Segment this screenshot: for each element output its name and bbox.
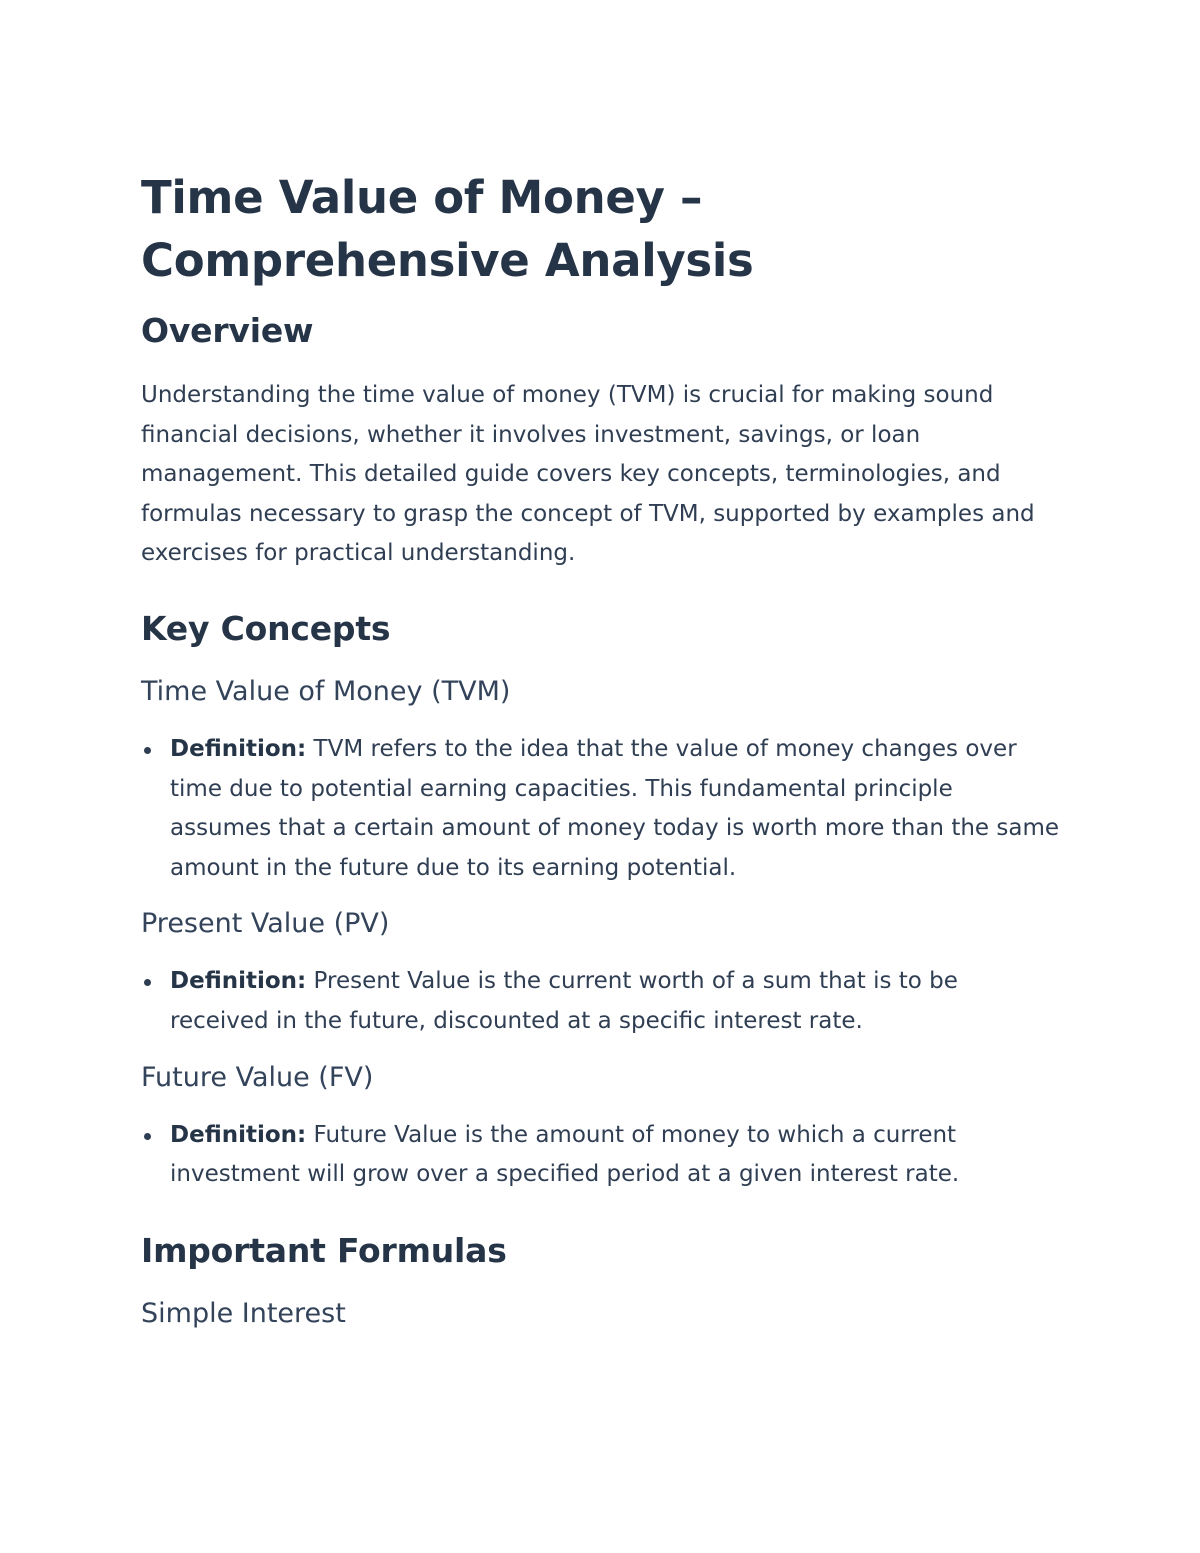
- bullet-icon: [144, 979, 151, 986]
- list-item: [170, 962, 1061, 1041]
- definition-label: Definition:: [170, 735, 307, 762]
- list-item: [170, 730, 1061, 888]
- definition-text: Present Value is the current worth of a sum that is to be received in the future, discounted at a specific interest rate.: [170, 968, 958, 1034]
- tvm-heading: Time Value of Money (TVM): [141, 675, 511, 707]
- key-concepts-heading: Key Concepts: [141, 608, 391, 648]
- formulas-heading: Important Formulas: [141, 1230, 507, 1270]
- tvm-list: [141, 730, 1061, 888]
- simple-interest-heading: Simple Interest: [141, 1297, 346, 1329]
- definition-text: Future Value is the amount of money to which a current investment will grow over a specified period at a given interest rate.: [170, 1121, 960, 1188]
- page-title: Time Value of Money – Comprehensive Analysis: [141, 171, 754, 287]
- overview-heading: Overview: [141, 311, 314, 350]
- bullet-icon: [144, 747, 151, 754]
- list-item: [170, 1116, 1061, 1195]
- document-page: [141, 166, 1061, 1333]
- definition-label: Definition:: [170, 968, 307, 995]
- fv-list: [141, 1116, 1061, 1195]
- definition-label: Definition:: [170, 1121, 307, 1148]
- overview-paragraph: Understanding the time value of money (TVM) is crucial for making sound financial decisions, whether it involves investment, savings, or loan management. This detailed guide covers key concepts, terminologies, and formulas necessary to grasp the concept of TVM, supported by examples and exercises for practical understanding.: [141, 382, 1035, 567]
- fv-heading: Future Value (FV): [141, 1061, 374, 1093]
- definition-text: TVM refers to the idea that the value of money changes over time due to potential earning capacities. This fundamental principle assumes that a certain amount of money today is worth more than the same amount in the future due to its earning potential.: [170, 735, 1060, 881]
- bullet-icon: [144, 1133, 151, 1140]
- pv-list: [141, 962, 1061, 1041]
- pv-heading: Present Value (PV): [141, 908, 390, 940]
